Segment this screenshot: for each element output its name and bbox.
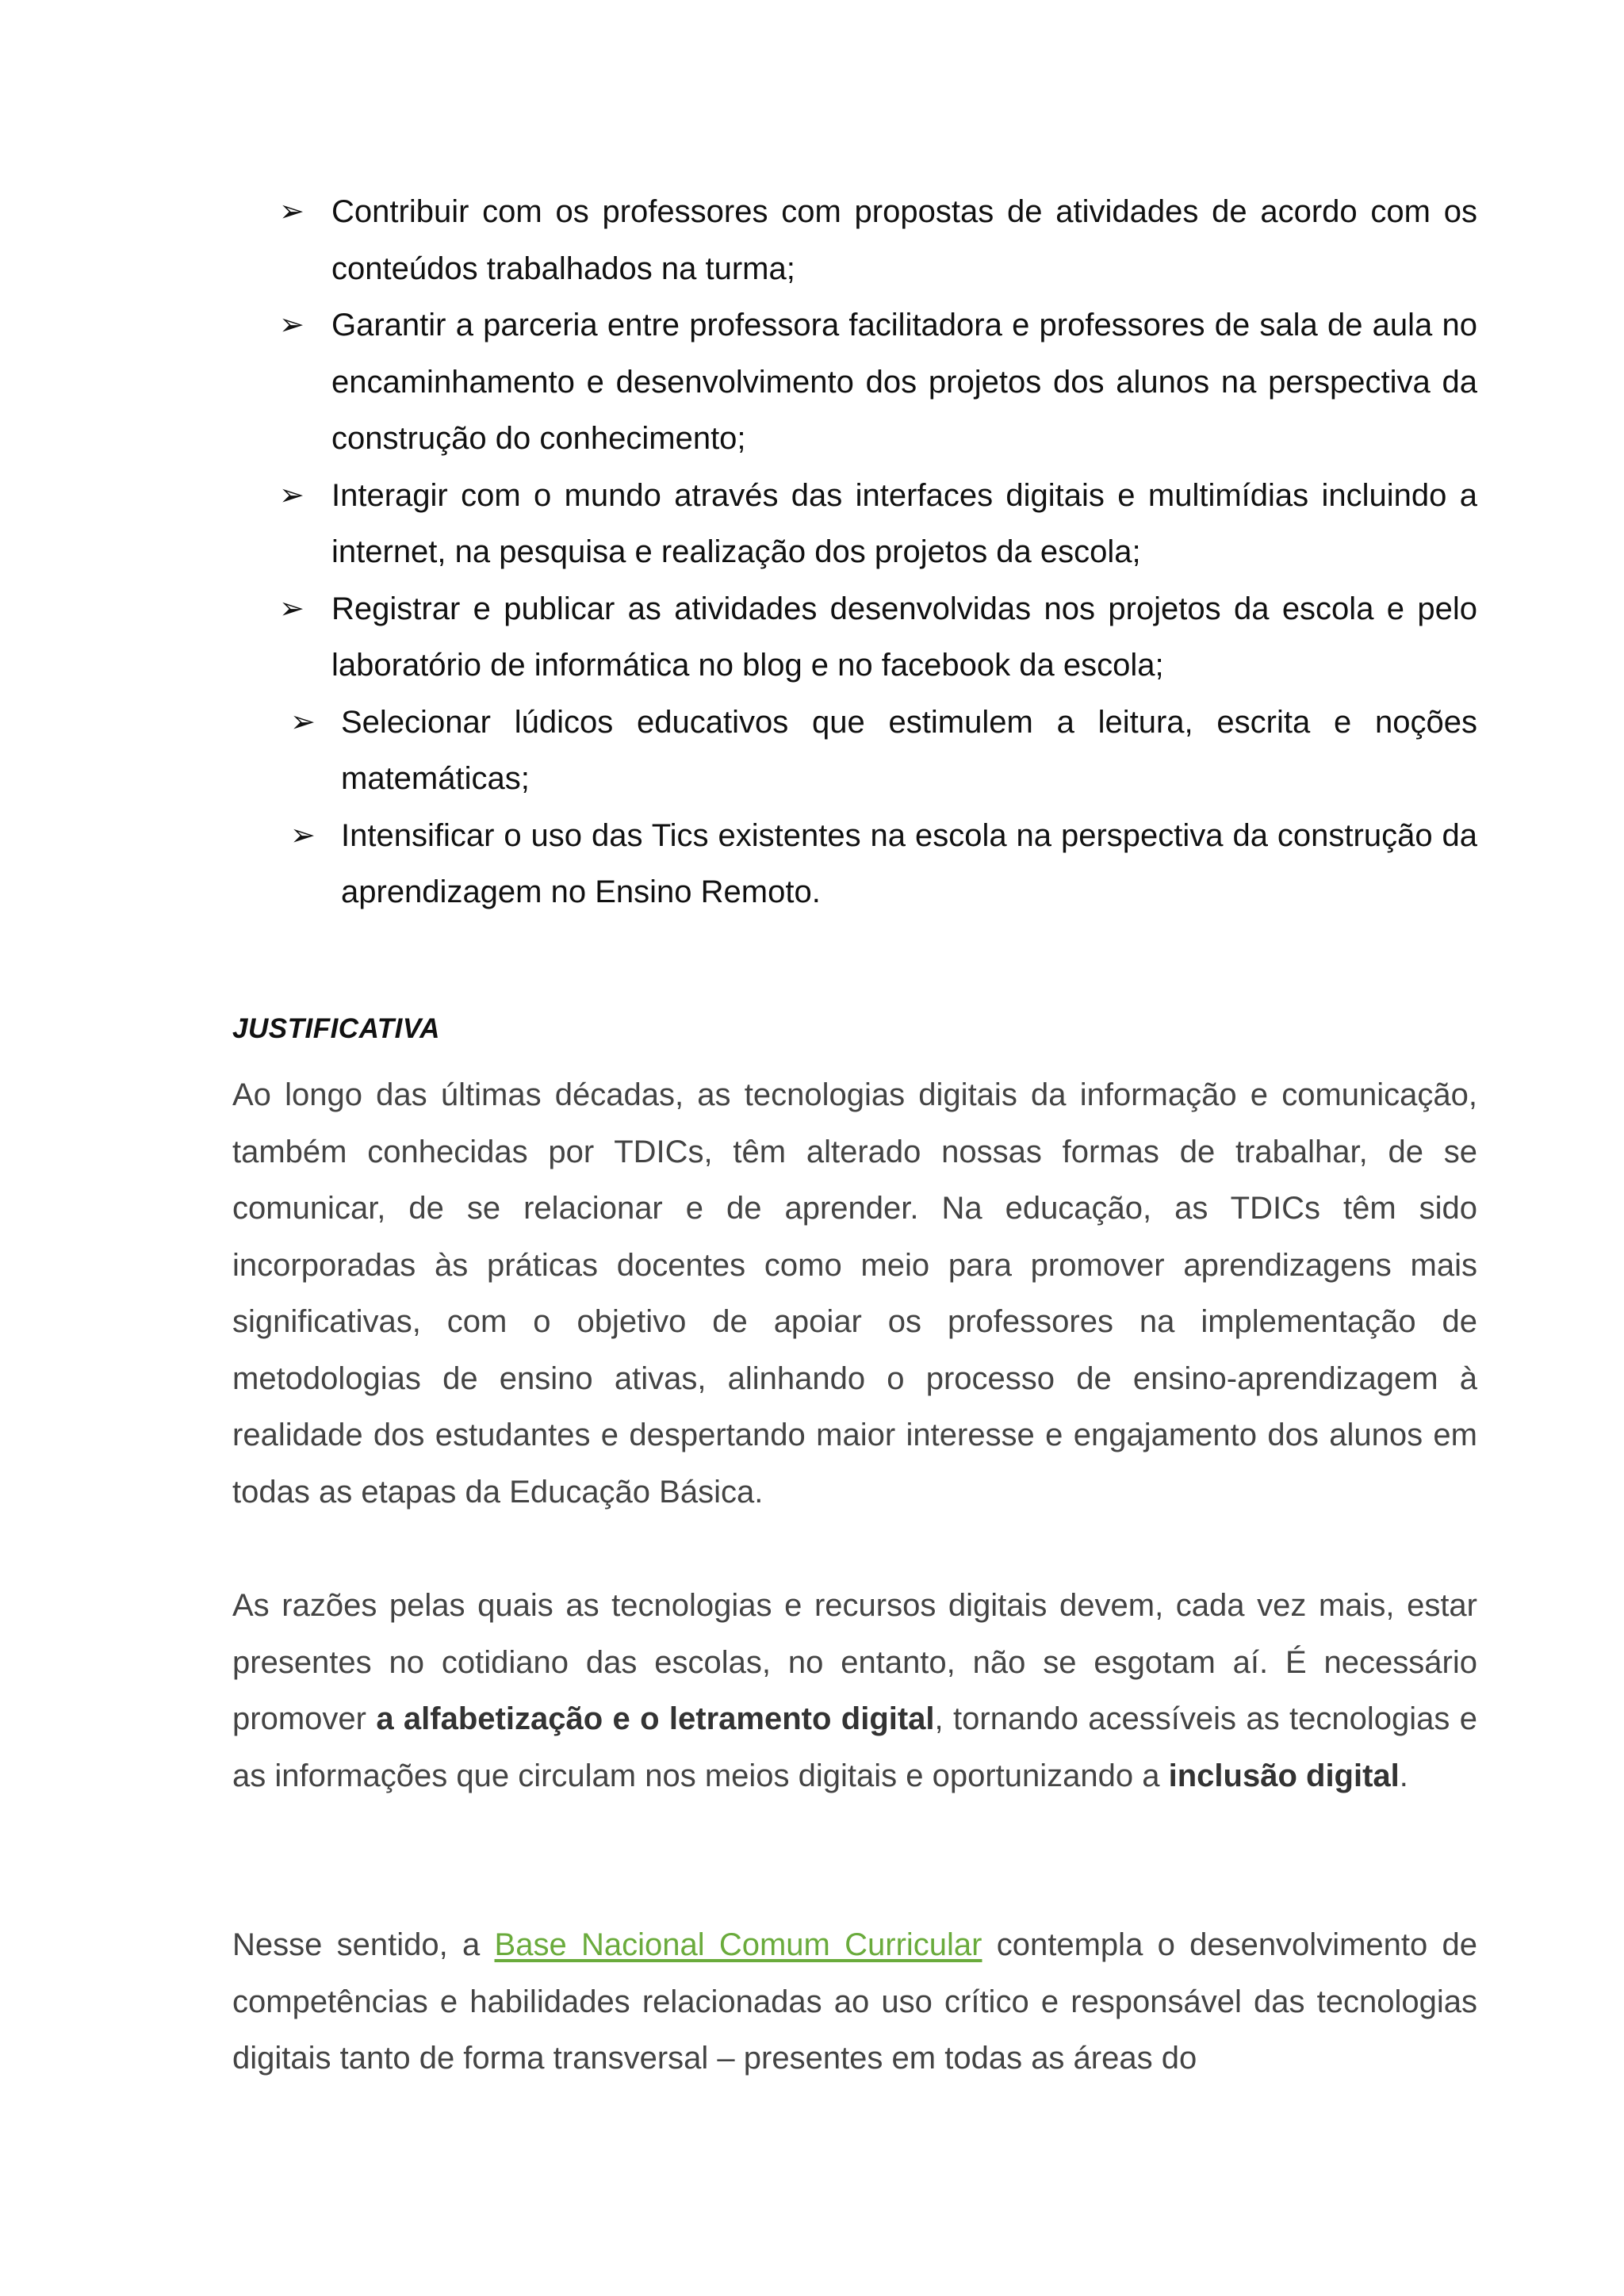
paragraph-text: , tornando acessíveis as tecnologias e as informações que circulam nos meios digitais e oportunizando a [232, 1701, 1477, 1793]
list-item-text: Garantir a parceria entre professora facilitadora e professores de sala de aula no encaminhamento e desenvolvimento dos projetos dos alunos na perspectiva da construção do conhecimento; [331, 308, 1477, 456]
bncc-link[interactable]: Base Nacional Comum Curricular [494, 1927, 982, 1962]
paragraph-text: Nesse sentido, a [232, 1927, 495, 1962]
arrow-bullet-icon: ➢ [279, 308, 304, 342]
objectives-list [0, 184, 1624, 921]
list-item-text: Intensificar o uso das Tics existentes na escola na perspectiva da construção da aprendizagem no Ensino Remoto. [341, 817, 1477, 909]
list-item-text: Registrar e publicar as atividades desenvolvidas nos projetos da escola e pelo laboratório de informática no blog e no facebook da escola; [331, 591, 1477, 683]
list-item [0, 581, 1477, 695]
list-item [0, 297, 1477, 468]
list-item-text: Interagir com o mundo através das interfaces digitais e multimídias incluindo a internet, na pesquisa e realização dos projetos da escola; [331, 477, 1477, 569]
arrow-bullet-icon: ➢ [290, 705, 316, 739]
paragraph-intro: Ao longo das últimas décadas, as tecnologias digitais da informação e comunicação, também conhecidas por TDICs, têm alterado nossas formas de trabalhar, de se comunicar, de se relacionar e de aprender. Na educação, as TDICs têm sido incorporadas às práticas docentes como meio para promover aprendizagens mais significativas, com o objetivo de apoiar os professores na implementação de metodologias de ensino ativas, alinhando o processo de ensino-aprendizagem à realidade dos estudantes e despertando maior interesse e engajamento dos alunos em todas as etapas da Educação Básica. [232, 1077, 1477, 1510]
list-item-text: Contribuir com os professores com propostas de atividades de acordo com os conteúdos trabalhados na turma; [331, 194, 1477, 286]
list-item [0, 808, 1477, 921]
arrow-bullet-icon: ➢ [279, 478, 304, 512]
list-item-text: Selecionar lúdicos educativos que estimulem a leitura, escrita e noções matemáticas; [341, 704, 1477, 796]
list-item [0, 184, 1477, 297]
bold-phrase-literacy: a alfabetização e o letramento digital [376, 1701, 935, 1736]
list-item [0, 468, 1477, 581]
arrow-bullet-icon: ➢ [290, 818, 316, 852]
arrow-bullet-icon: ➢ [279, 591, 304, 626]
paragraph-reasons [232, 1578, 1477, 1804]
bold-phrase-inclusion: inclusão digital [1168, 1758, 1400, 1793]
paragraph-text: . [1399, 1758, 1408, 1793]
paragraph-text: As razões pelas quais as tecnologias e recursos digitais devem, cada vez mais, estar presentes no cotidiano das escolas, no entanto, não se esgotam aí. É necessário promover [232, 1588, 1477, 1736]
list-item [0, 695, 1477, 808]
paragraph-text: contempla o desenvolvimento de competências e habilidades relacionadas ao uso crítico e responsável das tecnologias digitais tanto de forma transversal – presentes em todas as áreas do [232, 1927, 1478, 2076]
section-heading: JUSTIFICATIVA [232, 1013, 440, 1044]
paragraph-bncc [232, 1917, 1477, 2087]
arrow-bullet-icon: ➢ [279, 195, 304, 228]
